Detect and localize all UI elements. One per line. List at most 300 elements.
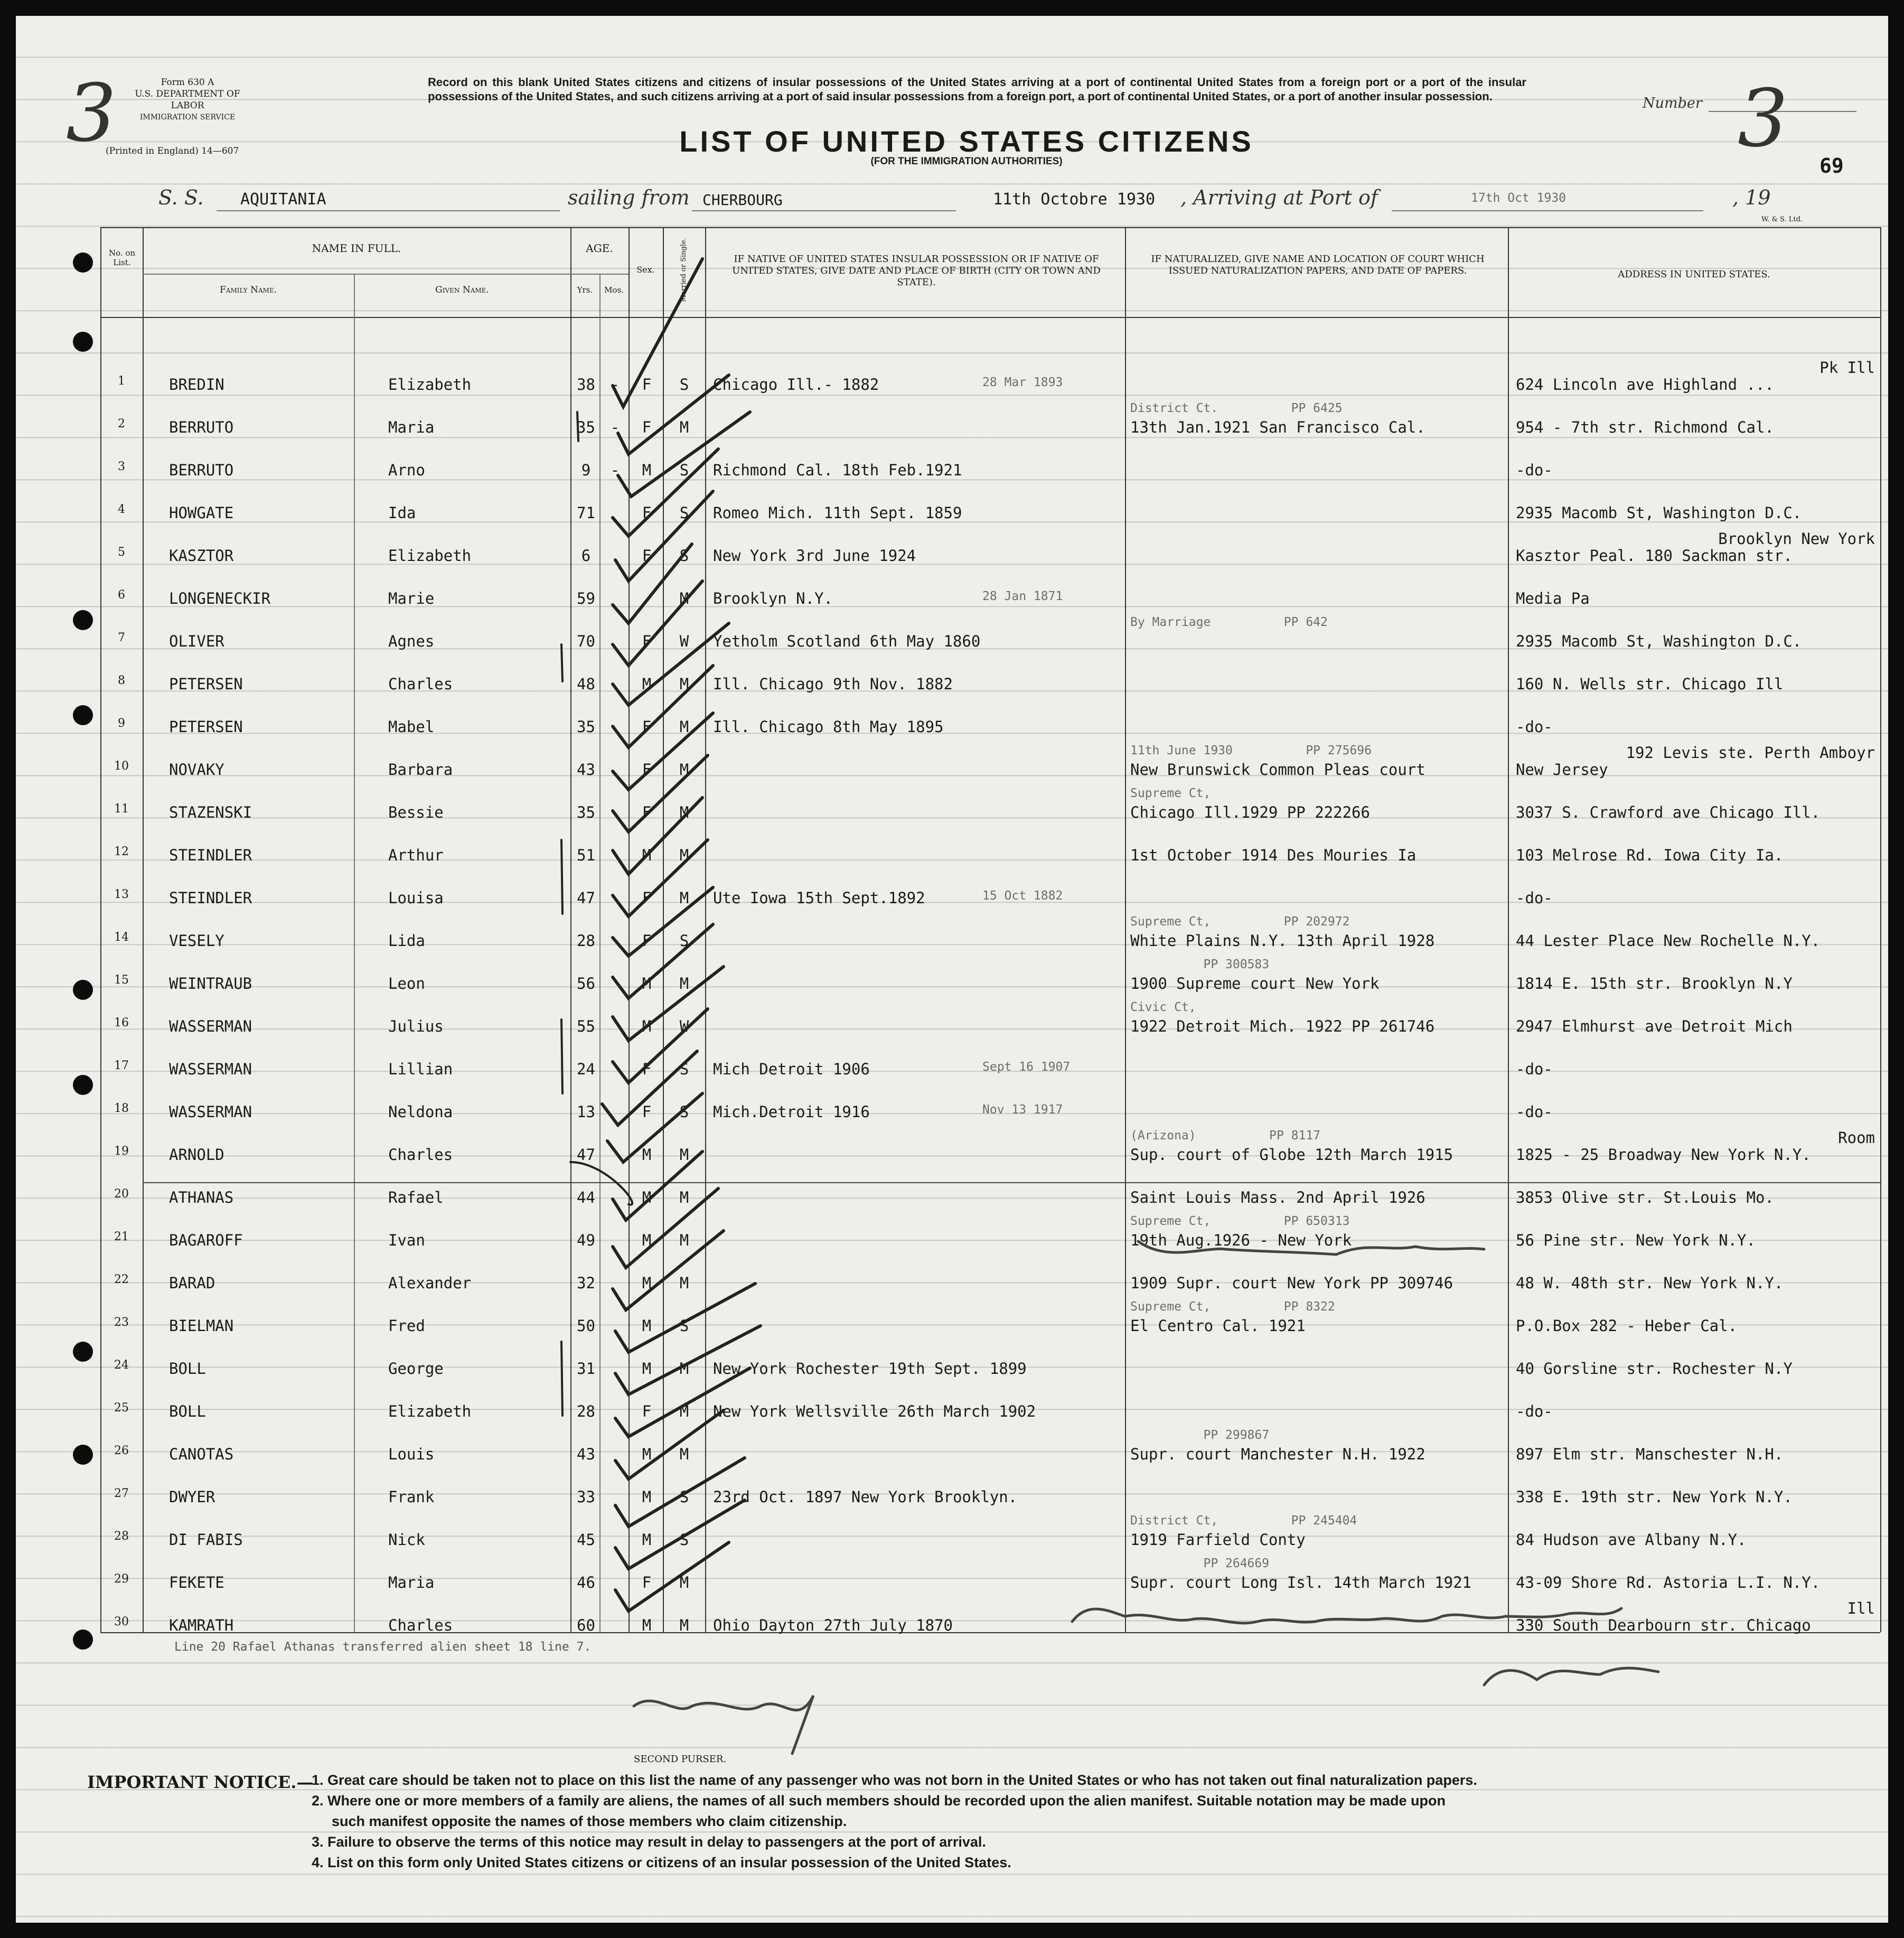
age-months: - bbox=[610, 376, 620, 394]
row-no: 6 bbox=[118, 588, 125, 602]
naturalization-court: New Brunswick Common Pleas court bbox=[1130, 761, 1425, 779]
check-mark bbox=[615, 1542, 729, 1611]
naturalization-court: 1909 Supr. court New York PP 309746 bbox=[1130, 1274, 1453, 1292]
sex: F bbox=[642, 1060, 652, 1078]
ss-label: S. S. bbox=[158, 186, 204, 209]
given-name: Fred bbox=[388, 1317, 425, 1335]
given-name: Neldona bbox=[388, 1103, 453, 1121]
age-months: - bbox=[610, 461, 620, 479]
naturalization-note: Supreme Ct, PP 8322 bbox=[1130, 1300, 1335, 1314]
family-name: BERRUTO bbox=[169, 418, 234, 436]
given-name: Charles bbox=[388, 1146, 453, 1164]
sex: F bbox=[642, 803, 652, 821]
family-name: FEKETE bbox=[169, 1574, 224, 1591]
naturalization-note: District Ct. PP 6425 bbox=[1130, 401, 1343, 415]
sex: M bbox=[642, 1317, 652, 1335]
row-no: 9 bbox=[118, 717, 125, 730]
given-name: Arthur bbox=[388, 846, 444, 864]
marital-status: S bbox=[679, 504, 689, 522]
sex: M bbox=[642, 1360, 652, 1378]
family-name: PETERSEN bbox=[169, 718, 243, 736]
marital-status: S bbox=[679, 1103, 689, 1121]
check-mark bbox=[613, 259, 702, 407]
col-no: No. on List. bbox=[108, 248, 136, 267]
age-years: 38 bbox=[577, 376, 595, 394]
birth-info: 23rd Oct. 1897 New York Brooklyn. bbox=[713, 1488, 1018, 1506]
row-no: 20 bbox=[114, 1187, 129, 1201]
address: 897 Elm str. Manschester N.H. bbox=[1516, 1445, 1784, 1463]
row-no: 10 bbox=[114, 760, 129, 773]
given-name: Nick bbox=[388, 1531, 425, 1549]
sex: F bbox=[642, 761, 652, 779]
row-no: 3 bbox=[118, 460, 125, 473]
address: 160 N. Wells str. Chicago Ill bbox=[1516, 675, 1784, 693]
col-address: ADDRESS IN UNITED STATES. bbox=[1618, 269, 1770, 280]
check-mark bbox=[615, 1368, 750, 1437]
marital-status: S bbox=[679, 461, 689, 479]
naturalization-note: Supreme Ct, bbox=[1130, 787, 1211, 800]
sail-date: 11th Octobre 1930 bbox=[993, 190, 1156, 209]
age-years: 59 bbox=[577, 589, 595, 607]
naturalization-note: Supreme Ct, PP 202972 bbox=[1130, 915, 1350, 929]
row-no: 2 bbox=[118, 417, 125, 430]
marital-status: S bbox=[679, 1060, 689, 1078]
age-years: 60 bbox=[577, 1616, 595, 1634]
col-sex: Sex. bbox=[636, 265, 655, 275]
family-name: VESELY bbox=[169, 932, 224, 950]
sex: M bbox=[642, 1017, 652, 1035]
age-years: 51 bbox=[577, 846, 595, 864]
address: 2935 Macomb St, Washington D.C. bbox=[1516, 504, 1802, 522]
age-years: 35 bbox=[577, 803, 595, 821]
sex: M bbox=[642, 461, 652, 479]
family-name: WASSERMAN bbox=[169, 1103, 252, 1121]
page-subtitle: (FOR THE IMMIGRATION AUTHORITIES) bbox=[870, 156, 1063, 167]
sex: F bbox=[642, 1103, 652, 1121]
naturalization-court: Supr. court Long Isl. 14th March 1921 bbox=[1130, 1574, 1472, 1591]
age-years: 9 bbox=[581, 461, 591, 479]
sex: M bbox=[642, 1188, 652, 1206]
row-no: 23 bbox=[114, 1316, 129, 1329]
handwritten-annotation-date bbox=[1484, 1668, 1658, 1685]
naturalization-court: El Centro Cal. 1921 bbox=[1130, 1317, 1306, 1335]
col-family-name: Family Name. bbox=[219, 285, 277, 295]
marital-status: M bbox=[679, 589, 689, 607]
row-no: 11 bbox=[114, 802, 129, 816]
printer-mark: W. & S. Ltd. bbox=[1761, 216, 1803, 223]
birth-info: Brooklyn N.Y. bbox=[713, 589, 833, 607]
naturalization-court: 1919 Farfield Conty bbox=[1130, 1531, 1306, 1549]
given-name: Ivan bbox=[388, 1231, 425, 1249]
birth-info: Chicago Ill.- 1882 bbox=[713, 376, 879, 394]
address: -do- bbox=[1516, 718, 1553, 736]
arrival-date: 17th Oct 1930 bbox=[1471, 191, 1567, 205]
given-name: Alexander bbox=[388, 1274, 472, 1292]
age-years: 28 bbox=[577, 932, 595, 950]
birth-note: 28 Mar 1893 bbox=[982, 376, 1063, 389]
address: 84 Hudson ave Albany N.Y. bbox=[1516, 1531, 1747, 1549]
sex: F bbox=[642, 632, 652, 650]
marital-status: M bbox=[679, 418, 689, 436]
given-name: Ida bbox=[388, 504, 416, 522]
family-name: STAZENSKI bbox=[169, 803, 252, 821]
notice-item: 1. Great care should be taken not to place on this list the name of any passenger who was not born in the United States or who has not taken out final naturalization papers. bbox=[312, 1772, 1477, 1788]
naturalization-court: 1922 Detroit Mich. 1922 PP 261746 bbox=[1130, 1017, 1435, 1035]
marital-status: S bbox=[679, 1488, 689, 1506]
sex: F bbox=[642, 1402, 652, 1420]
row-no: 24 bbox=[114, 1359, 129, 1372]
given-name: Leon bbox=[388, 975, 425, 993]
given-name: Maria bbox=[388, 1574, 435, 1591]
birth-info: Richmond Cal. 18th Feb.1921 bbox=[713, 461, 962, 479]
row-no: 28 bbox=[114, 1530, 129, 1543]
sex: F bbox=[642, 889, 652, 907]
address-note: Brooklyn New York bbox=[1718, 530, 1875, 548]
col-birth: IF NATIVE OF UNITED STATES INSULAR POSSESSION OR IF NATIVE OF UNITED STATES, GIVE DATE AND PLACE OF BIRTH (CITY OR TOWN AND STATE). bbox=[732, 254, 1101, 288]
birth-info: New York Rochester 19th Sept. 1899 bbox=[713, 1360, 1027, 1378]
family-name: LONGENECKIR bbox=[169, 589, 271, 607]
row-no: 7 bbox=[118, 631, 125, 644]
address-note: Ill bbox=[1847, 1599, 1875, 1617]
family-name: STEINDLER bbox=[169, 846, 252, 864]
row-no: 27 bbox=[114, 1487, 129, 1500]
birth-info: Yetholm Scotland 6th May 1860 bbox=[713, 632, 981, 650]
row-no: 16 bbox=[114, 1016, 129, 1029]
rafael-scribble bbox=[570, 1162, 632, 1205]
check-mark bbox=[615, 1326, 761, 1394]
sex: F bbox=[642, 718, 652, 736]
address: 1814 E. 15th str. Brooklyn N.Y bbox=[1516, 975, 1793, 993]
sex: M bbox=[642, 1488, 652, 1506]
age-years: 35 bbox=[577, 718, 595, 736]
address: 56 Pine str. New York N.Y. bbox=[1516, 1231, 1756, 1249]
family-name: WASSERMAN bbox=[169, 1060, 252, 1078]
year-label: , 19 bbox=[1732, 186, 1771, 209]
address: 40 Gorsline str. Rochester N.Y bbox=[1516, 1360, 1793, 1378]
marital-status: W bbox=[679, 1017, 689, 1035]
marital-status: M bbox=[679, 1360, 689, 1378]
col-yrs: Yrs. bbox=[577, 285, 593, 295]
address: 624 Lincoln ave Highland ... bbox=[1516, 376, 1774, 394]
marital-status: S bbox=[679, 376, 689, 394]
sex: F bbox=[642, 1574, 652, 1591]
marital-status: M bbox=[679, 889, 689, 907]
family-name: BREDIN bbox=[169, 376, 224, 394]
corner-number: 3 bbox=[66, 68, 117, 160]
given-name: Marie bbox=[388, 589, 435, 607]
address: 330 South Dearbourn str. Chicago bbox=[1516, 1616, 1811, 1634]
instructions-text: Record on this blank United States citizens and citizens of insular possessions of the United States arriving at a port of continental United States from a foreign port or a port of the insular possessions of the United States, and such citizens arriving at a port of said insular possessions from a foreign port, a port of continental United States, or a port of another insular possession. bbox=[428, 76, 1526, 103]
ship-name: AQUITANIA bbox=[240, 190, 326, 209]
marital-status: M bbox=[679, 1445, 689, 1463]
check-mark bbox=[613, 1151, 702, 1220]
given-name: Elizabeth bbox=[388, 547, 472, 565]
family-name: PETERSEN bbox=[169, 675, 243, 693]
address: 2947 Elmhurst ave Detroit Mich bbox=[1516, 1017, 1793, 1035]
age-months: - bbox=[610, 418, 620, 436]
notice-item: 4. List on this form only United States citizens or citizens of an insular possession of the United States. bbox=[312, 1855, 1011, 1870]
row-no: 22 bbox=[114, 1273, 129, 1286]
family-name: ATHANAS bbox=[169, 1188, 234, 1206]
arriving-label: , Arriving at Port of bbox=[1180, 186, 1378, 209]
notice-items bbox=[312, 1772, 1872, 1871]
family-name: DWYER bbox=[169, 1488, 215, 1506]
address: -do- bbox=[1516, 889, 1553, 907]
marital-status: M bbox=[679, 761, 689, 779]
naturalization-court: Chicago Ill.1929 PP 222266 bbox=[1130, 803, 1370, 821]
row-no: 25 bbox=[114, 1401, 129, 1415]
birth-info: Romeo Mich. 11th Sept. 1859 bbox=[713, 504, 962, 522]
family-name: DI FABIS bbox=[169, 1531, 243, 1549]
row-no: 19 bbox=[114, 1145, 129, 1158]
sex: M bbox=[642, 975, 652, 993]
age-years: 56 bbox=[577, 975, 595, 993]
col-naturalized: IF NATURALIZED, GIVE NAME AND LOCATION OF COURT WHICH ISSUED NATURALIZATION PAPERS, AND DATE OF PAPERS. bbox=[1151, 254, 1485, 276]
footnote: Line 20 Rafael Athanas transferred alien sheet 18 line 7. bbox=[174, 1640, 592, 1654]
naturalization-note: By Marriage PP 642 bbox=[1130, 615, 1328, 629]
address: -do- bbox=[1516, 1060, 1553, 1078]
family-name: OLIVER bbox=[169, 632, 224, 650]
manifest-sheet bbox=[16, 16, 1888, 1923]
sex: F bbox=[642, 504, 652, 522]
marital-status: M bbox=[679, 1231, 689, 1249]
service-label: IMMIGRATION SERVICE bbox=[139, 113, 236, 121]
age-years: 71 bbox=[577, 504, 595, 522]
marital-status: M bbox=[679, 846, 689, 864]
number-label: Number bbox=[1643, 95, 1702, 111]
given-name: Elizabeth bbox=[388, 1402, 472, 1420]
birth-info: New York 3rd June 1924 bbox=[713, 547, 916, 565]
sex: M bbox=[642, 1445, 652, 1463]
family-name: BOLL bbox=[169, 1402, 206, 1420]
family-name: BIELMAN bbox=[169, 1317, 234, 1335]
naturalization-note: Civic Ct, bbox=[1130, 1000, 1196, 1014]
row-no: 12 bbox=[114, 845, 129, 858]
address-note: Room bbox=[1838, 1129, 1875, 1147]
birth-note: Sept 16 1907 bbox=[982, 1060, 1071, 1074]
row-no: 8 bbox=[118, 674, 125, 687]
check-mark bbox=[613, 713, 713, 790]
address: -do- bbox=[1516, 461, 1553, 479]
naturalization-note: District Ct, PP 245404 bbox=[1130, 1514, 1357, 1528]
check-mark bbox=[613, 887, 713, 956]
row-no: 26 bbox=[114, 1444, 129, 1457]
sailing-from-label: sailing from bbox=[568, 186, 690, 209]
address: P.O.Box 282 - Heber Cal. bbox=[1516, 1317, 1738, 1335]
check-mark bbox=[613, 1009, 708, 1083]
marital-status: S bbox=[679, 1531, 689, 1549]
age-years: 45 bbox=[577, 1531, 595, 1549]
row-no: 13 bbox=[114, 888, 129, 901]
purser-signature bbox=[634, 1696, 813, 1754]
notice-item: 2. Where one or more members of a family are aliens, the names of all such members should be recorded upon the alien manifest. Suitable notation may be made upon bbox=[312, 1793, 1446, 1809]
marital-status: S bbox=[679, 547, 689, 565]
notice-label: IMPORTANT NOTICE.— bbox=[87, 1772, 314, 1792]
address: 2935 Macomb St, Washington D.C. bbox=[1516, 632, 1802, 650]
sex: F bbox=[642, 547, 652, 565]
notice-item: 3. Failure to observe the terms of this notice may result in delay to passengers at the port of arrival. bbox=[312, 1834, 986, 1850]
birth-info: Ute Iowa 15th Sept.1892 bbox=[713, 889, 925, 907]
page-number: 69 bbox=[1819, 154, 1844, 177]
sex: M bbox=[642, 1531, 652, 1549]
check-mark bbox=[613, 755, 708, 832]
row-no: 4 bbox=[118, 503, 125, 516]
birth-note: 15 Oct 1882 bbox=[982, 889, 1063, 903]
given-name: Rafael bbox=[388, 1188, 444, 1206]
address: -do- bbox=[1516, 1402, 1553, 1420]
row-no: 18 bbox=[114, 1102, 129, 1115]
marital-status: W bbox=[679, 632, 689, 650]
family-name: BERRUTO bbox=[169, 461, 234, 479]
birth-note: Nov 13 1917 bbox=[982, 1103, 1063, 1117]
address-note: Pk Ill bbox=[1819, 359, 1875, 377]
naturalization-court: Sup. court of Globe 12th March 1915 bbox=[1130, 1146, 1453, 1164]
address: -do- bbox=[1516, 1103, 1553, 1121]
address: 954 - 7th str. Richmond Cal. bbox=[1516, 418, 1774, 436]
form-number: Form 630 A bbox=[161, 77, 214, 88]
check-mark bbox=[615, 1410, 724, 1479]
sex: F bbox=[642, 932, 652, 950]
age-years: 47 bbox=[577, 889, 595, 907]
check-mark bbox=[613, 1188, 718, 1268]
marital-status: S bbox=[679, 1317, 689, 1335]
given-name: Elizabeth bbox=[388, 376, 472, 394]
marital-status: M bbox=[679, 1402, 689, 1420]
given-name: Lillian bbox=[388, 1060, 453, 1078]
given-name: Barbara bbox=[388, 761, 453, 779]
birth-info: Ill. Chicago 9th Nov. 1882 bbox=[713, 675, 953, 693]
age-years: 28 bbox=[577, 1402, 595, 1420]
address: 103 Melrose Rd. Iowa City Ia. bbox=[1516, 846, 1784, 864]
marital-status: S bbox=[679, 932, 689, 950]
handwritten-annotation bbox=[1072, 1608, 1621, 1623]
sex: M bbox=[642, 1146, 652, 1164]
department-label: U.S. DEPARTMENT OF LABOR bbox=[135, 89, 240, 111]
age-years: 35 bbox=[577, 418, 595, 436]
given-name: Mabel bbox=[388, 718, 435, 736]
naturalization-note: PP 299867 bbox=[1130, 1428, 1270, 1442]
birth-info: Mich.Detroit 1916 bbox=[713, 1103, 870, 1121]
address: 48 W. 48th str. New York N.Y. bbox=[1516, 1274, 1784, 1292]
check-mark bbox=[607, 1093, 702, 1162]
address: Kasztor Peal. 180 Sackman str. bbox=[1516, 547, 1793, 565]
col-mos: Mos. bbox=[604, 285, 624, 295]
check-mark bbox=[615, 1458, 745, 1527]
address-note: 192 Levis ste. Perth Amboyr bbox=[1626, 744, 1875, 762]
address: 1825 - 25 Broadway New York N.Y. bbox=[1516, 1146, 1811, 1164]
sex: M bbox=[642, 1231, 652, 1249]
naturalization-note: PP 264669 bbox=[1130, 1557, 1270, 1570]
given-name: Louis bbox=[388, 1445, 435, 1463]
row-no: 1 bbox=[118, 375, 125, 388]
naturalization-note: 11th June 1930 PP 275696 bbox=[1130, 744, 1372, 757]
family-name: CANOTAS bbox=[169, 1445, 234, 1463]
age-years: 43 bbox=[577, 761, 595, 779]
row-no: 17 bbox=[114, 1059, 129, 1072]
check-mark bbox=[613, 1231, 724, 1310]
family-name: HOWGATE bbox=[169, 504, 234, 522]
address: 3037 S. Crawford ave Chicago Ill. bbox=[1516, 803, 1821, 821]
handwritten-marks bbox=[16, 16, 1888, 1923]
naturalization-court: 1st October 1914 Des Mouries Ia bbox=[1130, 846, 1417, 864]
col-marital: Married or Single. bbox=[680, 238, 688, 302]
page-title: LIST OF UNITED STATES CITIZENS bbox=[679, 125, 1254, 158]
family-name: STEINDLER bbox=[169, 889, 252, 907]
family-name: BOLL bbox=[169, 1360, 206, 1378]
age-years: 32 bbox=[577, 1274, 595, 1292]
col-name-in-full: NAME IN FULL. bbox=[312, 242, 401, 255]
given-name: Charles bbox=[388, 1616, 453, 1634]
tick-mark bbox=[577, 412, 578, 441]
notice-item: such manifest opposite the names of those members who claim citizenship. bbox=[332, 1813, 847, 1829]
sex: F bbox=[642, 376, 652, 394]
marital-status: M bbox=[679, 1188, 689, 1206]
marital-status: M bbox=[679, 1146, 689, 1164]
check-mark bbox=[613, 581, 702, 666]
age-years: 49 bbox=[577, 1231, 595, 1249]
age-years: 6 bbox=[581, 547, 591, 565]
age-years: 70 bbox=[577, 632, 595, 650]
given-name: Lida bbox=[388, 932, 425, 950]
sex: M bbox=[642, 1616, 652, 1634]
family-name: BAGAROFF bbox=[169, 1231, 243, 1249]
age-years: 48 bbox=[577, 675, 595, 693]
given-name: Frank bbox=[388, 1488, 435, 1506]
birth-info: Ohio Dayton 27th July 1870 bbox=[713, 1616, 953, 1634]
sex: M bbox=[642, 1274, 652, 1292]
family-name: WASSERMAN bbox=[169, 1017, 252, 1035]
family-name: NOVAKY bbox=[169, 761, 224, 779]
marital-status: M bbox=[679, 718, 689, 736]
naturalization-court: Saint Louis Mass. 2nd April 1926 bbox=[1130, 1188, 1425, 1206]
naturalization-note: (Arizona) PP 8117 bbox=[1130, 1129, 1321, 1143]
age-years: 31 bbox=[577, 1360, 595, 1378]
row-no: 30 bbox=[114, 1615, 129, 1628]
given-name: Agnes bbox=[388, 632, 435, 650]
marital-status: M bbox=[679, 675, 689, 693]
naturalization-court: White Plains N.Y. 13th April 1928 bbox=[1130, 932, 1435, 950]
marital-status: M bbox=[679, 1616, 689, 1634]
age-years: 47 bbox=[577, 1146, 595, 1164]
age-years: 43 bbox=[577, 1445, 595, 1463]
handwritten-signature bbox=[1138, 1241, 1484, 1254]
family-name: WEINTRAUB bbox=[169, 975, 252, 993]
given-name: Louisa bbox=[388, 889, 444, 907]
sex: F bbox=[642, 418, 652, 436]
given-name: Julius bbox=[388, 1017, 444, 1035]
row-no: 21 bbox=[114, 1230, 129, 1243]
age-years: 24 bbox=[577, 1060, 595, 1078]
address: 3853 Olive str. St.Louis Mo. bbox=[1516, 1188, 1774, 1206]
age-years: 46 bbox=[577, 1574, 595, 1591]
address: 338 E. 19th str. New York N.Y. bbox=[1516, 1488, 1793, 1506]
check-mark bbox=[613, 967, 724, 1041]
number-value: 3 bbox=[1738, 73, 1788, 165]
family-name: BARAD bbox=[169, 1274, 215, 1292]
col-given-name: Given Name. bbox=[435, 285, 489, 295]
sex: M bbox=[642, 846, 652, 864]
marital-status: M bbox=[679, 803, 689, 821]
birth-info: Ill. Chicago 8th May 1895 bbox=[713, 718, 944, 736]
age-years: 44 bbox=[577, 1188, 595, 1206]
naturalization-court: 13th Jan.1921 San Francisco Cal. bbox=[1130, 418, 1425, 436]
birth-note: 28 Jan 1871 bbox=[982, 589, 1063, 603]
birth-info: Mich Detroit 1906 bbox=[713, 1060, 870, 1078]
given-name: George bbox=[388, 1360, 444, 1378]
second-purser-label: SECOND PURSER. bbox=[634, 1754, 727, 1765]
marital-status: M bbox=[679, 1274, 689, 1292]
age-years: 33 bbox=[577, 1488, 595, 1506]
